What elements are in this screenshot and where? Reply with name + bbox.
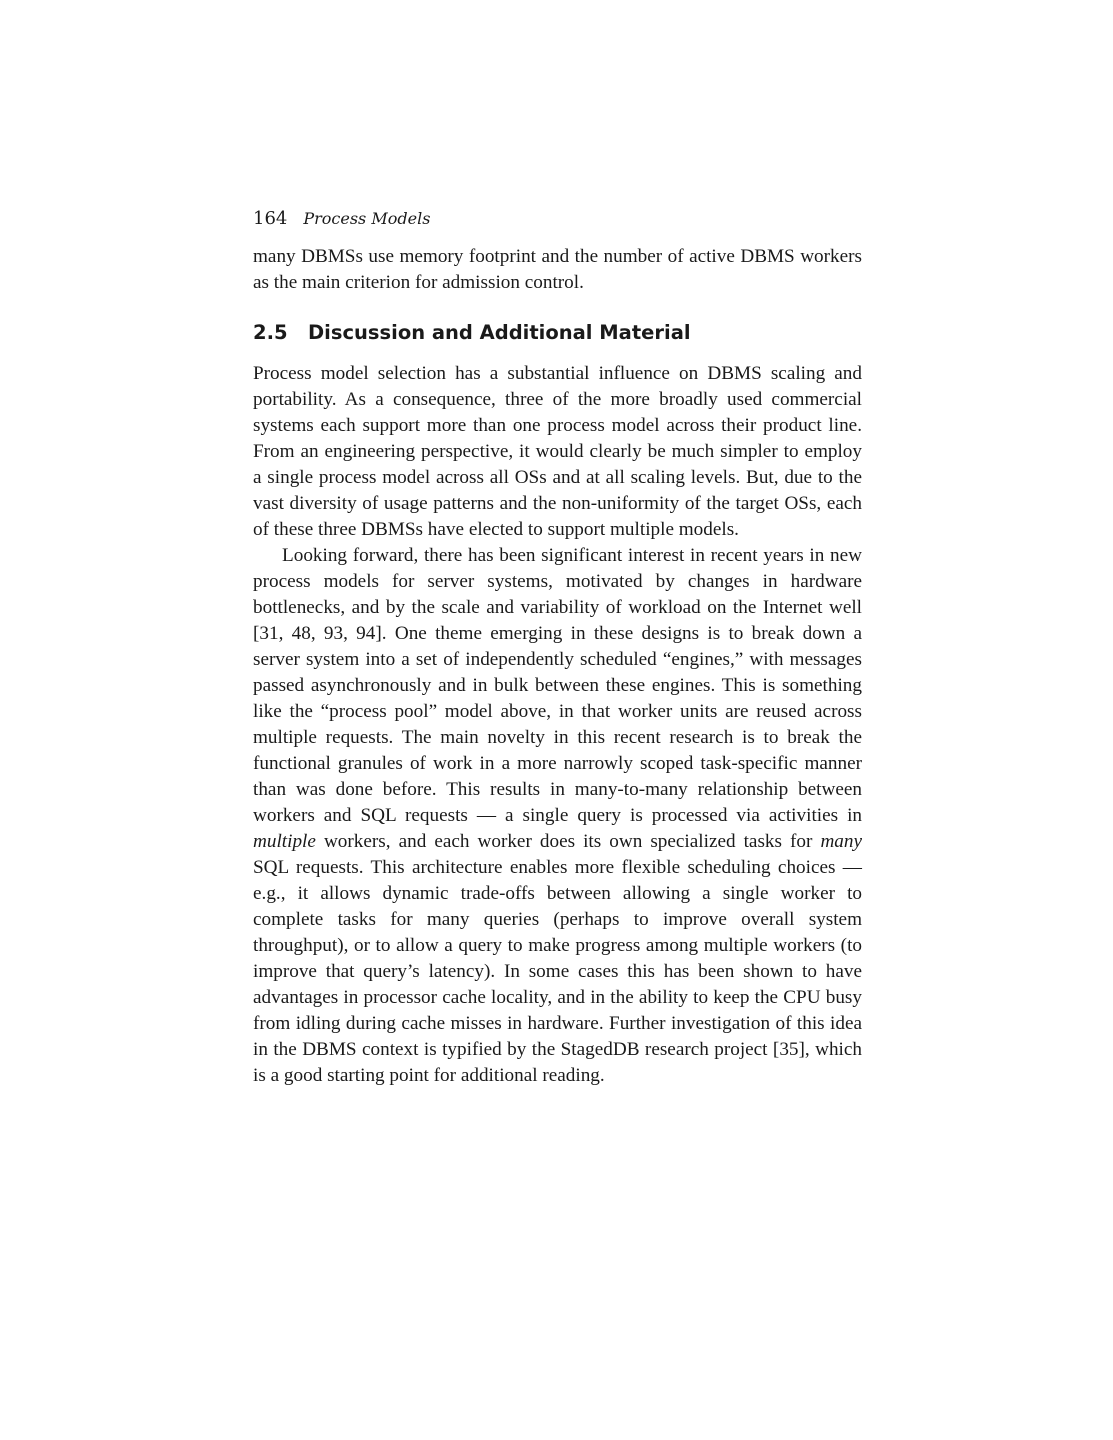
page-number: 164 [253,208,288,229]
running-header [253,206,862,232]
page-content [253,206,862,1089]
emphasis-many: many [820,831,863,852]
running-title: Process Models [303,209,431,228]
emphasis-multiple: multiple [253,831,316,852]
section-title: Discussion and Additional Material [308,321,691,344]
paragraph-text: workers, and each worker does its own specialized tasks for [323,831,813,852]
intro-paragraph: many DBMSs use memory footprint and the number of active DBMS workers as the main criterion for admission control. [253,246,862,293]
paragraph-text: SQL requests. This architecture enables more flexible scheduling choices — e.g., it allows dynamic trade-offs between allowing a single worker to complete tasks for many queries (perhaps to improve overall system throughput), or to allow a query to make progress among multiple workers (to improve that query’s latency). In some cases this has been shown to have advantages in processor cache locality, and in the ability to keep the CPU busy from idling during cache misses in hardware. Further investigation of this idea in the DBMS context is typified by the StagedDB research project [35], which is a good starting point for additional reading. [253,857,862,1086]
paragraph-text: Looking forward, there has been significant interest in recent years in new process models for server systems, motivated by changes in hardware bottlenecks, and by the scale and variability of workload on the Internet well [31, 48, 93, 94]. One theme emerging in these designs is to break down a server system into a set of independently scheduled “engines,” with messages passed asynchronously and in bulk between these engines. This is something like the “process pool” model above, in that worker units are reused across multiple requests. The main novelty in this recent research is to break the functional granules of work in a more narrowly scoped task-specific manner than was done before. This results in many-to-many relationship between workers and SQL requests — a single query is processed via activities in [253,545,862,826]
section-heading [253,320,862,346]
section-number: 2.5 [253,321,288,344]
paragraph-process-model-selection: Process model selection has a substantial influence on DBMS scaling and portability. As a consequence, three of the more broadly used commercial systems each support more than one process model across their product line. From an engineering perspective, it would clearly be much simpler to employ a single process model across all OSs and at all scaling levels. But, due to the vast diversity of usage patterns and the non-uniformity of the target OSs, each of these three DBMSs have elected to support multiple models. [253,363,862,540]
paragraph-looking-forward [253,543,862,1089]
